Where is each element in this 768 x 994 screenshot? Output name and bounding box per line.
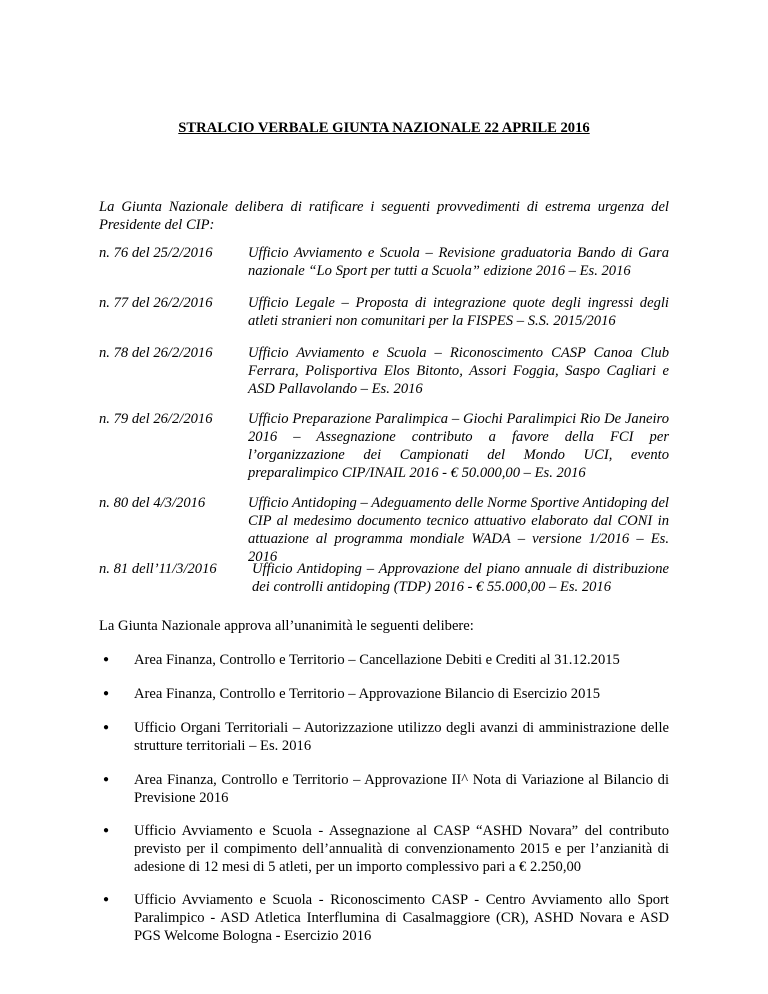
bullet-icon: ●: [103, 688, 110, 699]
resolution-text: Ufficio Organi Territoriali – Autorizzazione utilizzo degli avanzi di amministrazione delle strutture territoriali – Es. 2016: [134, 720, 669, 754]
decree-description: Ufficio Antidoping – Approvazione del piano annuale di distribuzione dei controlli antidoping (TDP) 2016 - € 55.000,00 – Es. 2016: [252, 561, 669, 595]
resolution-text: Ufficio Avviamento e Scuola - Riconoscimento CASP - Centro Avviamento allo Sport Paralimpico - ASD Atletica Interflumina di Casalmaggiore (CR), ASHD Novara e ASD PGS Welcome Bologna - Esercizio 2016: [134, 892, 669, 944]
decree-description: Ufficio Antidoping – Adeguamento delle Norme Sportive Antidoping del CIP al medesimo documento tecnico attuativo elaborato dal CONI in attuazione al programma mondiale WADA – versione 1/2016 – Es. 2016: [248, 495, 669, 565]
resolution-item: [99, 822, 669, 876]
resolution-item: [99, 771, 669, 807]
ratification-intro: La Giunta Nazionale delibera di ratificare i seguenti provvedimenti di estrema urgenza del Presidente del CIP:: [99, 199, 669, 233]
decree-item: [99, 410, 669, 482]
decree-number: n. 80 del 4/3/2016: [99, 495, 206, 511]
decree-number: n. 77 del 26/2/2016: [99, 295, 213, 311]
bullet-icon: ●: [103, 894, 110, 905]
resolution-item: [99, 719, 669, 755]
decree-item: [99, 294, 669, 330]
resolution-text: Area Finanza, Controllo e Territorio – Approvazione Bilancio di Esercizio 2015: [134, 686, 600, 702]
decree-description: Ufficio Legale – Proposta di integrazione quote degli ingressi degli atleti stranieri non comunitari per la FISPES – S.S. 2015/2016: [248, 295, 669, 329]
decree-number: n. 79 del 26/2/2016: [99, 411, 213, 427]
decree-item: [99, 560, 669, 596]
decree-number: n. 78 del 26/2/2016: [99, 345, 213, 361]
resolution-text: Area Finanza, Controllo e Territorio – Cancellazione Debiti e Crediti al 31.12.2015: [134, 652, 620, 668]
resolution-item: [99, 651, 669, 669]
bullet-icon: ●: [103, 654, 110, 665]
resolution-item: [99, 891, 669, 945]
approval-intro: La Giunta Nazionale approva all’unanimità le seguenti delibere:: [99, 618, 474, 634]
bullet-icon: ●: [103, 825, 110, 836]
decree-item: [99, 344, 669, 398]
decree-description: Ufficio Preparazione Paralimpica – Giochi Paralimpici Rio De Janeiro 2016 – Assegnazione contributo a favore della FCI per l’organizzazione dei Campionati del Mondo UCI, evento preparalimpico CIP/INAIL 2016 - € 50.000,00 – Es. 2016: [248, 411, 669, 481]
decree-number: n. 81 dell’11/3/2016: [99, 561, 217, 577]
decree-item: [99, 494, 669, 566]
bullet-icon: ●: [103, 722, 110, 733]
resolution-text: Area Finanza, Controllo e Territorio – Approvazione II^ Nota di Variazione al Bilancio di Previsione 2016: [134, 772, 669, 806]
document-title: STRALCIO VERBALE GIUNTA NAZIONALE 22 APRILE 2016: [178, 120, 590, 136]
bullet-icon: ●: [103, 774, 110, 785]
decree-item: [99, 244, 669, 280]
decree-number: n. 76 del 25/2/2016: [99, 245, 213, 261]
resolution-text: Ufficio Avviamento e Scuola - Assegnazione al CASP “ASHD Novara” del contributo previsto per il compimento dell’annualità di convenzionamento 2015 e per l’anzianità di adesione di 12 mesi di 5 atleti, per un importo complessivo pari a € 2.250,00: [134, 823, 669, 875]
resolution-item: [99, 685, 669, 703]
decree-description: Ufficio Avviamento e Scuola – Riconoscimento CASP Canoa Club Ferrara, Polisportiva Elos Bitonto, Assori Foggia, Saspo Cagliari e ASD Pallavolando – Es. 2016: [248, 345, 669, 397]
decree-description: Ufficio Avviamento e Scuola – Revisione graduatoria Bando di Gara nazionale “Lo Sport per tutti a Scuola” edizione 2016 – Es. 2016: [248, 245, 669, 279]
